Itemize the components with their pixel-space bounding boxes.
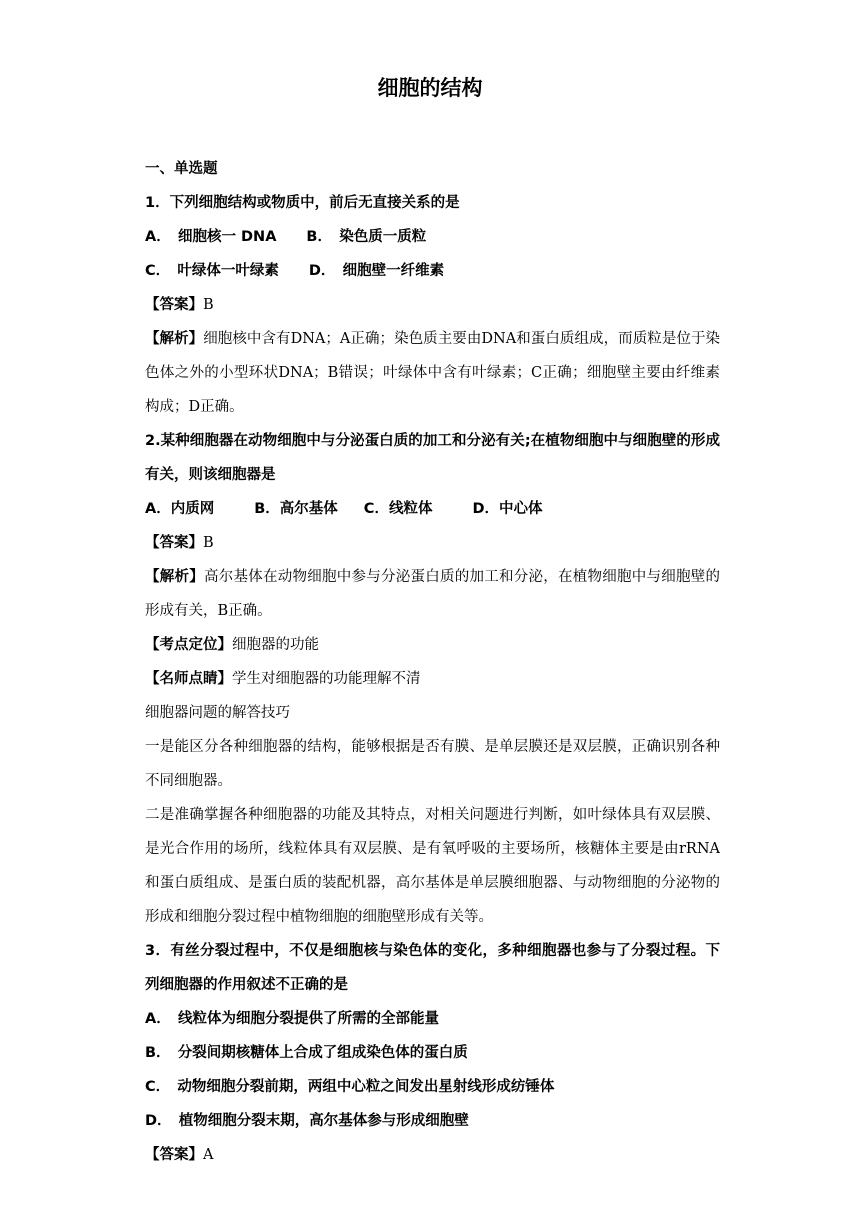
q1-option-a: A． 细胞核一 DNA	[145, 229, 277, 245]
q2-analysis-text: 高尔基体在动物细胞中参与分泌蛋白质的加工和分泌，在植物细胞中与细胞壁的形成有关，B正确。	[145, 569, 720, 619]
q2-option-d: D．中心体	[472, 501, 543, 517]
q2-analysis-tag: 【解析】	[145, 569, 204, 585]
q1-option-d: D． 细胞壁一纤维素	[308, 263, 445, 279]
q2-key-point-tag: 【考点定位】	[145, 637, 232, 653]
q2-key-point	[145, 628, 720, 662]
document-content	[145, 152, 720, 1172]
q3-answer-value: A	[203, 1147, 214, 1163]
q2-option-b: B．高尔基体	[254, 501, 338, 517]
q2-technique-paragraph-2: 二是准确掌握各种细胞器的功能及其特点，对相关问题进行判断，如叶绿体具有双层膜、是光合作用的场所，线粒体具有双层膜、是有氧呼吸的主要场所，核糖体主要是由rRNA和蛋白质组成、是蛋白质的装配机器，高尔基体是单层膜细胞器、与动物细胞的分泌物的形成和细胞分裂过程中植物细胞的细胞壁形成有关等。	[145, 807, 720, 925]
q2-option-a: A．内质网	[145, 501, 215, 517]
q2-answer-value: B	[203, 535, 214, 551]
q1-answer-value: B	[203, 297, 214, 313]
q2-option-c: C．线粒体	[363, 501, 433, 517]
q1-answer-tag: 【答案】	[145, 297, 203, 313]
document-title: 细胞的结构	[377, 76, 483, 100]
q2-analysis	[145, 560, 720, 628]
q3-answer-tag: 【答案】	[145, 1147, 203, 1163]
q2-technique-paragraph-1: 一是能区分各种细胞器的结构，能够根据是否有膜、是单层膜还是双层膜，正确识别各种不同细胞器。	[145, 739, 720, 789]
q1-analysis	[145, 322, 720, 424]
q1-option-c: C． 叶绿体一叶绿素	[145, 263, 279, 279]
q1-answer	[145, 288, 720, 322]
q2-options-row	[145, 492, 720, 526]
q3-option-d: D． 植物细胞分裂末期，高尔基体参与形成细胞壁	[145, 1113, 469, 1129]
q1-analysis-text: 细胞核中含有DNA；A正确；染色质主要由DNA和蛋白质组成，而质粒是位于染色体之外的小型环状DNA；B错误；叶绿体中含有叶绿素；C正确；细胞壁主要由纤维素构成；D正确。	[145, 331, 720, 415]
q3-option-c: C． 动物细胞分裂前期，两组中心粒之间发出星射线形成纺锤体	[145, 1079, 555, 1095]
q1-options-row-1	[145, 220, 720, 254]
q1-analysis-tag: 【解析】	[145, 331, 204, 347]
q2-stem: 2.某种细胞器在动物细胞中与分泌蛋白质的加工和分泌有关;在植物细胞中与细胞壁的形成有关，则该细胞器是	[145, 433, 720, 483]
q2-key-point-text: 细胞器的功能	[232, 637, 319, 653]
q2-answer	[145, 526, 720, 560]
q3-option-b: B． 分裂间期核糖体上合成了组成染色体的蛋白质	[145, 1045, 468, 1061]
q2-technique-title: 细胞器问题的解答技巧	[145, 705, 290, 721]
q2-answer-tag: 【答案】	[145, 535, 203, 551]
q3-option-a: A． 线粒体为细胞分裂提供了所需的全部能量	[145, 1011, 439, 1027]
q1-options-row-2	[145, 254, 720, 288]
q2-teacher-tip-tag: 【名师点睛】	[145, 671, 232, 687]
q3-answer	[145, 1138, 720, 1172]
section-heading: 一、单选题	[145, 161, 218, 177]
q1-option-b: B． 染色质一质粒	[306, 229, 427, 245]
q1-stem: 1．下列细胞结构或物质中，前后无直接关系的是	[145, 195, 460, 211]
q2-teacher-tip	[145, 662, 720, 696]
q2-teacher-tip-text: 学生对细胞器的功能理解不清	[232, 671, 421, 687]
q3-stem: 3．有丝分裂过程中，不仅是细胞核与染色体的变化，多种细胞器也参与了分裂过程。下列细胞器的作用叙述不正确的是	[145, 943, 720, 993]
